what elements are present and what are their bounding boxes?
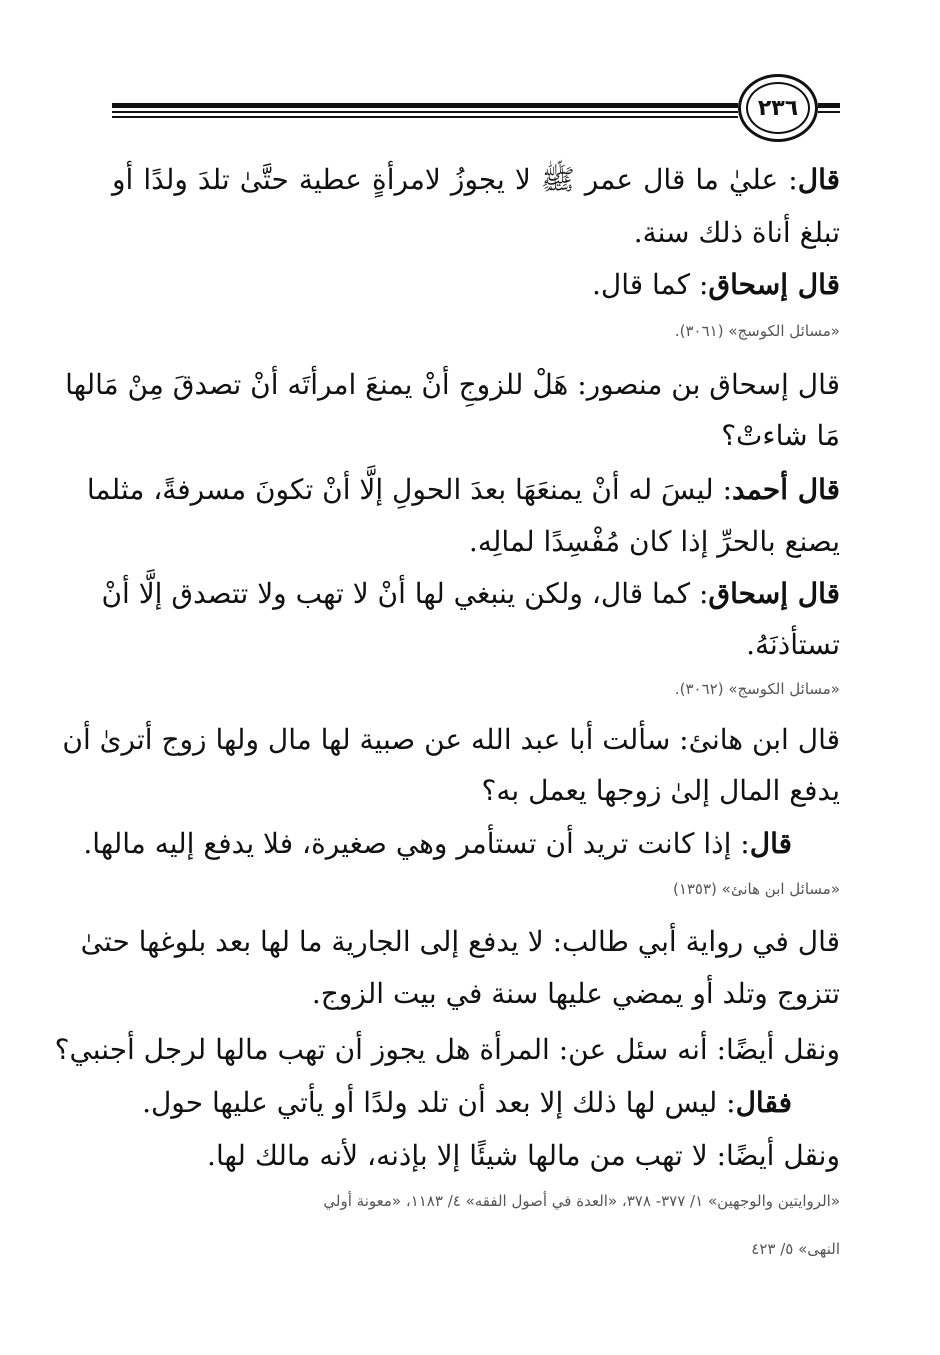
paragraph-line: ونقل أيضًا: أنه سئل عن: المرأة هل يجوز أن تهب مالها لرجل أجنبي؟: [54, 1033, 840, 1066]
line-text: : كما قال.: [591, 268, 709, 301]
header-rule: [112, 103, 738, 108]
speaker-label: قال: [797, 163, 840, 196]
paragraph-line: [112, 160, 840, 200]
line-text: : ليس لها ذلك إلا بعد أن تلد ولدًا أو يأتي عليها حول.: [142, 1086, 736, 1119]
source-citation: «مسائل ابن هانئ» (١٣٥٣): [672, 880, 840, 898]
line-text: : عليٰ ما قال عمر ﷺ لا يجوزُ لامرأةٍ عطية حتَّىٰ تلدَ ولدًا أو: [112, 163, 798, 196]
paragraph-line: تتزوج وتلد أو يمضي عليها سنة في بيت الزوج.: [311, 977, 840, 1010]
speaker-label: قال إسحاق: [708, 577, 840, 610]
header-rule: [112, 116, 738, 118]
paragraph-line: [112, 1083, 840, 1123]
line-text: : إذا كانت تريد أن تستأمر وهي صغيرة، فلا يدفع إليه مالها.: [83, 827, 750, 860]
line-text: : كما قال، ولكن ينبغي لها أنْ لا تهب ولا تتصدق إلَّا أنْ: [101, 577, 709, 610]
paragraph-line: [86, 470, 840, 510]
paragraph-line: ونقل أيضًا: لا تهب من مالها شيئًا إلا بإذنه، لأنه مالك لها.: [207, 1139, 840, 1172]
source-citation: «مسائل الكوسج» (٣٠٦١).: [674, 322, 840, 340]
paragraph-line: يصنع بالحرِّ إذا كان مُفْسِدًا لمالِه.: [468, 525, 840, 558]
paragraph-line: قال في رواية أبي طالب: لا يدفع إلى الجارية ما لها بعد بلوغها حتىٰ: [80, 925, 840, 958]
paragraph-line: يدفع المال إلىٰ زوجها يعمل به؟: [481, 774, 840, 807]
speaker-label: قال: [749, 827, 792, 860]
paragraph-line: تبلغ أناة ذلك سنة.: [633, 216, 840, 249]
paragraph-line: قال ابن هانئ: سألت أبا عبد الله عن صبية لها مال ولها زوج أترىٰ أن: [62, 723, 840, 756]
paragraph-line: قال إسحاق بن منصور: هَلْ للزوجِ أنْ يمنعَ امرأتَه أنْ تصدقَ مِنْ مَالها: [65, 368, 840, 401]
speaker-label: فقال: [735, 1086, 792, 1119]
header-rule: [818, 103, 840, 108]
source-citation: «مسائل الكوسج» (٣٠٦٢).: [674, 680, 840, 698]
header-rule: [818, 111, 840, 113]
speaker-label: قال أحمد: [732, 473, 840, 506]
paragraph-line: [101, 574, 840, 614]
footnote-reference: «الروايتين والوجهين» ١/ ٣٧٧- ٣٧٨، «العدة في أصول الفقه» ٤/ ١١٨٣، «معونة أولي: [323, 1192, 840, 1210]
paragraph-line: مَا شاءتْ؟: [721, 419, 840, 452]
page-number: ٢٣٦: [757, 95, 799, 121]
header-rule: [112, 111, 738, 113]
line-text: : ليسَ له أنْ يمنعَهَا بعدَ الحولِ إلَّا أنْ تكونَ مسرفةً، مثلما: [86, 473, 733, 506]
footnote-reference: النهى» ٥/ ٤٢٣: [751, 1240, 840, 1258]
paragraph-line: تستأذنَهُ.: [746, 628, 840, 661]
paragraph-line: [112, 265, 840, 305]
page-number-medallion: [738, 74, 818, 142]
speaker-label: قال إسحاق: [708, 268, 840, 301]
paragraph-line: [83, 824, 840, 864]
